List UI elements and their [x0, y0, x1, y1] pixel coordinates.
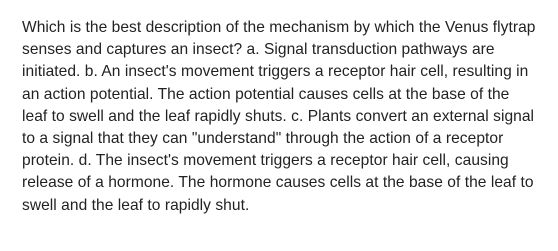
question-text: Which is the best description of the mechanism by which the Venus flytrap senses and captures an insect? a. Signal transduction pathways are initiated. b. An insect's movement triggers a receptor hair cell, resulting in an action potential. The action potential causes cells at the base of the leaf to swell and the leaf rapidly shuts. c. Plants convert an external signal to a signal that they can "understand" through the action of a receptor protein. d. The insect's movement triggers a receptor hair cell, causing release of a hormone. The hormone causes cells at the base of the leaf to swell and the leaf to rapidly shut.	[22, 19, 536, 214]
